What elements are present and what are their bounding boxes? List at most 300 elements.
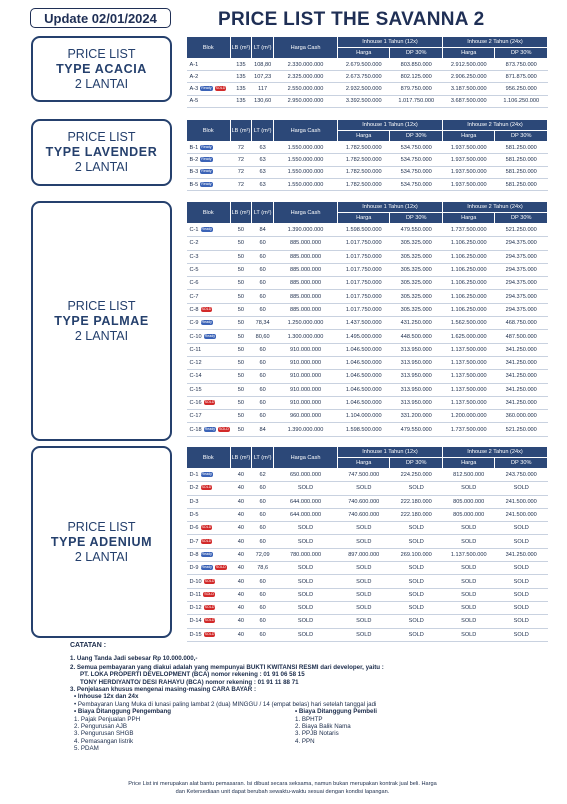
cell-dp2: 241.500.000 <box>495 508 548 521</box>
cell-dp1: SOLD <box>390 615 443 628</box>
cell-lt: 60 <box>252 263 274 276</box>
note-1: 1. Uang Tanda Jadi sebesar Rp 10.000.000,- <box>70 655 198 663</box>
blok-code: B-5 <box>189 181 199 188</box>
table-row <box>187 343 548 356</box>
cell-lt: 60 <box>252 508 274 521</box>
cell-dp2: 1.106.250.000 <box>495 95 548 107</box>
blok-cell <box>187 469 231 482</box>
blok-code: C-3 <box>189 253 199 260</box>
cell-dp2: 873.750.000 <box>495 59 548 71</box>
cell-dp2: SOLD <box>495 482 548 495</box>
blok-code: C-17 <box>189 413 202 420</box>
cell-lb: 40 <box>230 482 252 495</box>
header-harga: Harga <box>442 458 494 469</box>
blok-code: C-12 <box>189 360 202 367</box>
cell-cash: 1.550.000.000 <box>274 154 338 166</box>
header-inhouse-1: Inhouse 1 Tahun (12x) <box>338 447 443 458</box>
blok-cell <box>187 95 231 107</box>
buyer-costs <box>295 708 520 752</box>
blok-code: C-7 <box>189 293 199 300</box>
table-row <box>187 575 548 588</box>
blok-cell <box>187 154 231 166</box>
cell-cash: 1.550.000.000 <box>274 178 338 190</box>
cell-dp2: SOLD <box>495 601 548 614</box>
buyer-cost-item: 4. PPN <box>295 737 315 745</box>
header-lb: LB (m²) <box>230 447 252 469</box>
blok-code: D-6 <box>189 525 199 532</box>
cell-h2: SOLD <box>442 628 494 641</box>
blok-code: A-2 <box>189 73 199 80</box>
header-harga: Harga <box>442 131 494 142</box>
sold-badge: SOLD <box>204 591 215 596</box>
sold-badge: SOLD <box>201 525 212 530</box>
cell-lb: 50 <box>230 423 252 436</box>
header-inhouse-1: Inhouse 1 Tahun (12x) <box>338 37 443 48</box>
cell-dp1: 534.750.000 <box>390 142 443 154</box>
type-label-line: TYPE ACACIA <box>56 61 147 76</box>
blok-cell <box>187 562 231 575</box>
developer-cost-item: 3. Pengurusan SHGB <box>74 730 134 738</box>
cell-cash: 910.000.000 <box>274 356 338 369</box>
note-2-account-1: PT. LOKA PROPERTI DEVELOPMENT (BCA) nomor rekening : 01 91 06 58 15 <box>80 671 305 679</box>
cell-cash: 2.325.000.000 <box>274 71 338 83</box>
blok-code: B-2 <box>189 156 199 163</box>
sold-badge: SOLD <box>204 578 215 583</box>
cell-h2: 1.137.500.000 <box>442 548 494 561</box>
ready-badge: Ready <box>201 85 212 90</box>
blok-code: D-10 <box>189 578 202 585</box>
cell-cash: 910.000.000 <box>274 396 338 409</box>
cell-cash: 1.550.000.000 <box>274 142 338 154</box>
cell-h2: 1.106.250.000 <box>442 277 494 290</box>
header-harga: Harga <box>338 131 390 142</box>
cell-dp2: 521.250.000 <box>495 224 548 237</box>
cell-lt: 107,23 <box>252 71 274 83</box>
header-harga: Harga <box>338 213 390 224</box>
cell-h1: SOLD <box>338 601 390 614</box>
cell-dp1: SOLD <box>390 562 443 575</box>
blok-cell <box>187 237 231 250</box>
note-3-dp: • Pembayaran Uang Muka di lunasi paling lambat 2 (dua) MINGGU / 14 (empat belas) hari setelah tanggal jadi <box>74 700 377 708</box>
cell-dp1: 305.325.000 <box>390 237 443 250</box>
table-row <box>187 423 548 436</box>
type-label-line: PRICE LIST <box>67 46 136 61</box>
blok-code: A-5 <box>189 98 199 105</box>
blok-cell <box>187 383 231 396</box>
blok-code: A-1 <box>189 61 199 68</box>
cell-dp1: SOLD <box>390 628 443 641</box>
blok-cell <box>187 343 231 356</box>
cell-dp2: SOLD <box>495 588 548 601</box>
ready-badge: Ready <box>201 181 212 186</box>
table-row <box>187 508 548 521</box>
cell-h2: 2.912.500.000 <box>442 59 494 71</box>
cell-h1: 1.017.750.000 <box>338 303 390 316</box>
price-table <box>186 446 548 642</box>
cell-lt: 60 <box>252 383 274 396</box>
cell-h1: SOLD <box>338 535 390 548</box>
header-inhouse-2: Inhouse 2 Tahun (24x) <box>442 120 547 131</box>
cell-dp2: 294.375.000 <box>495 237 548 250</box>
type-label-box <box>31 36 172 102</box>
blok-cell <box>187 224 231 237</box>
cell-dp2: 294.375.000 <box>495 303 548 316</box>
header-dp: DP 30% <box>390 458 443 469</box>
sold-badge: SOLD <box>201 538 212 543</box>
cell-lt: 84 <box>252 224 274 237</box>
cell-lb: 40 <box>230 548 252 561</box>
cell-lb: 50 <box>230 343 252 356</box>
buyer-cost-item: 1. BPHTP <box>295 715 323 723</box>
cell-cash: 2.550.000.000 <box>274 83 338 95</box>
blok-code: D-2 <box>189 485 199 492</box>
cell-h2: 1.137.500.000 <box>442 370 494 383</box>
ready-badge: Ready <box>204 426 216 431</box>
cell-lt: 60 <box>252 628 274 641</box>
cell-cash: 644.000.000 <box>274 495 338 508</box>
cell-h2: SOLD <box>442 562 494 575</box>
cell-dp2: 294.375.000 <box>495 277 548 290</box>
cell-h2: 1.562.500.000 <box>442 317 494 330</box>
blok-cell <box>187 396 231 409</box>
cell-lt: 60 <box>252 303 274 316</box>
cell-lb: 50 <box>230 303 252 316</box>
blok-cell <box>187 535 231 548</box>
ready-badge: Ready <box>201 156 212 161</box>
table-row <box>187 383 548 396</box>
cell-h2: 1.106.250.000 <box>442 237 494 250</box>
header-dp: DP 30% <box>390 213 443 224</box>
cell-dp1: 331.200.000 <box>390 410 443 423</box>
cell-dp1: 224.250.000 <box>390 469 443 482</box>
table-row <box>187 396 548 409</box>
type-label-line: TYPE PALMAE <box>54 313 149 328</box>
cell-dp2: 341.250.000 <box>495 370 548 383</box>
cell-lb: 50 <box>230 370 252 383</box>
cell-lb: 135 <box>230 59 252 71</box>
table-row <box>187 601 548 614</box>
blok-cell <box>187 423 231 436</box>
cell-dp2: 341.250.000 <box>495 343 548 356</box>
cell-h1: 2.932.500.000 <box>338 83 390 95</box>
cell-h1: 1.782.500.000 <box>338 154 390 166</box>
header-dp: DP 30% <box>495 213 548 224</box>
cell-dp1: SOLD <box>390 575 443 588</box>
table-row <box>187 71 548 83</box>
price-table <box>186 201 548 437</box>
notes-title: CATATAN : <box>70 642 107 649</box>
cell-dp1: 305.325.000 <box>390 277 443 290</box>
type-label-line: 2 LANTAI <box>74 328 129 343</box>
cell-h2: 3.687.500.000 <box>442 95 494 107</box>
cell-cash: 885.000.000 <box>274 290 338 303</box>
table-row <box>187 290 548 303</box>
cell-lb: 40 <box>230 588 252 601</box>
cell-h1: 740.600.000 <box>338 508 390 521</box>
cell-h1: 1.017.750.000 <box>338 237 390 250</box>
cell-lb: 50 <box>230 356 252 369</box>
cell-lb: 135 <box>230 71 252 83</box>
header-cash: Harga Cash <box>274 447 338 469</box>
developer-costs <box>70 708 295 752</box>
cell-h2: 1.106.250.000 <box>442 250 494 263</box>
header-inhouse-1: Inhouse 1 Tahun (12x) <box>338 120 443 131</box>
cell-h2: SOLD <box>442 522 494 535</box>
cell-h1: 1.104.000.000 <box>338 410 390 423</box>
blok-code: D-14 <box>189 618 202 625</box>
header-dp: DP 30% <box>390 131 443 142</box>
header-harga: Harga <box>338 458 390 469</box>
cell-h2: 3.187.500.000 <box>442 83 494 95</box>
cell-dp1: 313.950.000 <box>390 356 443 369</box>
cell-dp2: 871.875.000 <box>495 71 548 83</box>
table-row <box>187 370 548 383</box>
cell-cash: SOLD <box>274 562 338 575</box>
cell-lb: 40 <box>230 495 252 508</box>
cell-h1: 747.500.000 <box>338 469 390 482</box>
blok-code: A-3 <box>189 85 199 92</box>
table-row <box>187 59 548 71</box>
disclaimer-line-1: Price List ini merupakan alat bantu pemasaran. Isi dibuat secara seksama, namun bukan merupakan kontrak jual beli. Harga <box>128 781 437 787</box>
cell-lb: 40 <box>230 628 252 641</box>
cell-h2: 1.106.250.000 <box>442 290 494 303</box>
cell-dp1: 305.325.000 <box>390 290 443 303</box>
note-3-inhouse: • Inhouse 12x dan 24x <box>74 693 139 701</box>
cell-h2: 1.937.500.000 <box>442 154 494 166</box>
blok-cell <box>187 628 231 641</box>
blok-code: D-12 <box>189 605 202 612</box>
cell-dp1: SOLD <box>390 535 443 548</box>
cell-h2: 2.906.250.000 <box>442 71 494 83</box>
blok-cell <box>187 317 231 330</box>
buyer-costs-title: • Biaya Ditanggung Pembeli <box>295 708 377 716</box>
buyer-cost-item: 2. Biaya Balik Nama <box>295 723 351 731</box>
cell-lb: 72 <box>230 166 252 178</box>
cell-lb: 40 <box>230 615 252 628</box>
cell-dp2: 360.000.000 <box>495 410 548 423</box>
cell-lt: 80,60 <box>252 330 274 343</box>
cell-h2: SOLD <box>442 575 494 588</box>
type-label-line: TYPE LAVENDER <box>45 145 158 159</box>
cell-dp1: 305.325.000 <box>390 250 443 263</box>
cell-h1: 1.017.750.000 <box>338 277 390 290</box>
cell-h2: 812.500.000 <box>442 469 494 482</box>
table-row <box>187 178 548 190</box>
blok-code: D-8 <box>189 551 199 558</box>
header-blok: Blok <box>187 37 231 59</box>
cell-cash: SOLD <box>274 601 338 614</box>
cell-lt: 78,34 <box>252 317 274 330</box>
cell-lt: 60 <box>252 522 274 535</box>
blok-cell <box>187 508 231 521</box>
cell-dp2: SOLD <box>495 562 548 575</box>
cell-h2: 1.737.500.000 <box>442 224 494 237</box>
header-harga: Harga <box>442 48 494 59</box>
cell-lt: 60 <box>252 588 274 601</box>
sold-badge: SOLD <box>215 565 226 570</box>
cell-cash: 960.000.000 <box>274 410 338 423</box>
blok-cell <box>187 166 231 178</box>
blok-code: C-18 <box>189 426 202 433</box>
cell-lt: 108,80 <box>252 59 274 71</box>
cell-lb: 40 <box>230 508 252 521</box>
cell-h2: 1.200.000.000 <box>442 410 494 423</box>
cell-h1: 1.782.500.000 <box>338 178 390 190</box>
cell-h1: 2.673.750.000 <box>338 71 390 83</box>
cell-dp1: 313.950.000 <box>390 343 443 356</box>
cell-dp2: 581.250.000 <box>495 166 548 178</box>
cell-lb: 72 <box>230 154 252 166</box>
blok-cell <box>187 250 231 263</box>
cell-cash: SOLD <box>274 535 338 548</box>
table-row <box>187 410 548 423</box>
cell-cash: SOLD <box>274 522 338 535</box>
cell-dp2: SOLD <box>495 575 548 588</box>
blok-code: B-1 <box>189 144 199 151</box>
table-row <box>187 224 548 237</box>
table-row <box>187 615 548 628</box>
cell-dp2: 341.250.000 <box>495 383 548 396</box>
cell-dp1: 431.250.000 <box>390 317 443 330</box>
page-title: PRICE LIST THE SAVANNA 2 <box>218 9 485 30</box>
table-row <box>187 482 548 495</box>
cell-dp2: 294.375.000 <box>495 263 548 276</box>
cell-lb: 135 <box>230 95 252 107</box>
cell-lt: 130,60 <box>252 95 274 107</box>
cell-h2: 805.000.000 <box>442 508 494 521</box>
header-dp: DP 30% <box>495 131 548 142</box>
table-row <box>187 330 548 343</box>
cell-dp1: SOLD <box>390 482 443 495</box>
cell-cash: SOLD <box>274 482 338 495</box>
ready-badge: Ready <box>201 472 212 477</box>
blok-code: C-16 <box>189 400 202 406</box>
sold-badge: SOLD <box>201 306 212 311</box>
header-cash: Harga Cash <box>274 202 338 224</box>
blok-cell <box>187 178 231 190</box>
cell-lb: 72 <box>230 142 252 154</box>
type-label-line: TYPE ADENIUM <box>50 534 153 549</box>
blok-code: D-11 <box>189 591 202 598</box>
cell-h2: 1.937.500.000 <box>442 178 494 190</box>
cell-lb: 50 <box>230 277 252 290</box>
cell-lt: 60 <box>252 343 274 356</box>
cell-dp2: 521.250.000 <box>495 423 548 436</box>
cell-cash: 2.950.000.000 <box>274 95 338 107</box>
header-dp: DP 30% <box>495 458 548 469</box>
cell-cash: SOLD <box>274 615 338 628</box>
cell-h2: 1.937.500.000 <box>442 166 494 178</box>
cell-dp2: 487.500.000 <box>495 330 548 343</box>
type-label-line: 2 LANTAI <box>74 160 129 174</box>
note-2: 2. Semua pembayaran yang diakui adalah yang mempunyai BUKTI KWITANSI RESMI dari developer, yaitu : <box>70 663 384 671</box>
cell-dp1: 802.125.000 <box>390 71 443 83</box>
cell-h1: 1.782.500.000 <box>338 142 390 154</box>
table-row <box>187 495 548 508</box>
update-date-badge: Update 02/01/2024 <box>30 8 171 28</box>
cell-cash: 1.250.000.000 <box>274 317 338 330</box>
cell-lt: 60 <box>252 615 274 628</box>
cell-cash: 2.330.000.000 <box>274 59 338 71</box>
cell-h1: SOLD <box>338 588 390 601</box>
table-row <box>187 548 548 561</box>
cell-h1: 1.598.500.000 <box>338 224 390 237</box>
cell-lt: 84 <box>252 423 274 436</box>
cell-lt: 60 <box>252 396 274 409</box>
cell-lt: 60 <box>252 410 274 423</box>
cell-h2: SOLD <box>442 535 494 548</box>
table-row <box>187 303 548 316</box>
blok-cell <box>187 59 231 71</box>
cell-cash: 780.000.000 <box>274 548 338 561</box>
table-row <box>187 469 548 482</box>
cell-cash: SOLD <box>274 575 338 588</box>
cell-lt: 60 <box>252 601 274 614</box>
cell-dp1: 479.550.000 <box>390 423 443 436</box>
cell-lt: 63 <box>252 142 274 154</box>
cell-cash: 885.000.000 <box>274 263 338 276</box>
cell-lt: 62 <box>252 469 274 482</box>
blok-cell <box>187 588 231 601</box>
cell-lt: 117 <box>252 83 274 95</box>
cell-dp2: 294.375.000 <box>495 250 548 263</box>
ready-badge: Ready <box>201 320 212 325</box>
developer-cost-item: 2. Pengurusan AJB <box>74 723 127 731</box>
ready-badge: Ready <box>201 169 212 174</box>
header-blok: Blok <box>187 447 231 469</box>
cell-h1: 1.782.500.000 <box>338 166 390 178</box>
blok-code: C-15 <box>189 386 202 393</box>
cell-dp2: 468.750.000 <box>495 317 548 330</box>
type-label-box <box>31 119 172 186</box>
cell-lb: 40 <box>230 601 252 614</box>
blok-code: D-15 <box>189 631 202 638</box>
cell-dp2: 241.500.000 <box>495 495 548 508</box>
table-row <box>187 356 548 369</box>
blok-code: C-10 <box>189 333 202 340</box>
cell-lb: 50 <box>230 410 252 423</box>
note-3: 3. Penjelasan khusus mengenai masing-masing CARA BAYAR : <box>70 686 257 694</box>
cell-lb: 50 <box>230 250 252 263</box>
table-row <box>187 237 548 250</box>
cell-dp2: SOLD <box>495 522 548 535</box>
blok-code: D-1 <box>189 472 199 479</box>
cell-lt: 60 <box>252 356 274 369</box>
cell-dp2: 581.250.000 <box>495 142 548 154</box>
cell-h2: SOLD <box>442 601 494 614</box>
cell-lt: 60 <box>252 277 274 290</box>
cell-h1: 1.046.500.000 <box>338 356 390 369</box>
cell-h1: SOLD <box>338 482 390 495</box>
table-row <box>187 522 548 535</box>
cell-dp2: 956.250.000 <box>495 83 548 95</box>
blok-code: C-2 <box>189 240 199 247</box>
header-inhouse-2: Inhouse 2 Tahun (24x) <box>442 447 547 458</box>
table-row <box>187 142 548 154</box>
cell-h2: 1.137.500.000 <box>442 396 494 409</box>
blok-code: C-5 <box>189 267 199 274</box>
cell-dp2: SOLD <box>495 535 548 548</box>
cell-lb: 50 <box>230 237 252 250</box>
developer-cost-item: 1. Pajak Penjualan PPH <box>74 715 141 723</box>
header-blok: Blok <box>187 202 231 224</box>
cell-h1: 1.046.500.000 <box>338 396 390 409</box>
cell-h2: 1.106.250.000 <box>442 303 494 316</box>
cell-lt: 72,09 <box>252 548 274 561</box>
cell-h2: 805.000.000 <box>442 495 494 508</box>
cell-dp1: 313.950.000 <box>390 396 443 409</box>
type-label-line: 2 LANTAI <box>74 549 129 564</box>
